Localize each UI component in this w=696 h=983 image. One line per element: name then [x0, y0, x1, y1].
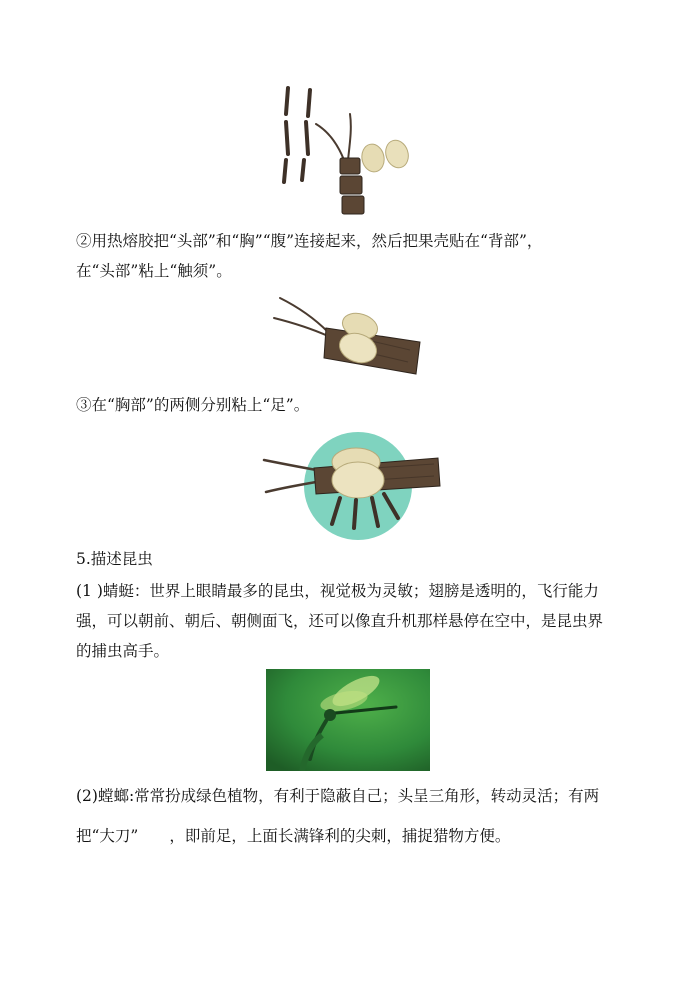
figure-assembled-body	[270, 292, 430, 380]
mantis-line2: 把“大刀” ，即前足，上面长满锋利的尖刺，捕捉猎物方便。	[76, 827, 511, 845]
step3-text: ③在“胸部”的两侧分别粘上“足”。	[76, 396, 310, 414]
figure-materials	[278, 80, 414, 220]
dragonfly-photo	[266, 669, 430, 771]
materials-illustration	[278, 80, 414, 220]
step2-paragraph	[76, 226, 624, 286]
step2-line1: ②用热熔胶把“头部”和“胸”“腹”连接起来，然后把果壳贴在“背部”，	[76, 232, 543, 250]
dragonfly-line1: (1 )蜻蜓：世界上眼睛最多的昆虫，视觉极为灵敏；翅膀是透明的，飞行能力	[76, 582, 599, 600]
mantis-paragraph	[76, 776, 624, 856]
assembled-body-illustration	[270, 292, 430, 380]
dragonfly-line3: 的捕虫高手。	[76, 642, 170, 660]
step2-line2: 在“头部”粘上“触须”。	[76, 262, 232, 280]
dragonfly-line2: 强，可以朝前、朝后、朝侧面飞，还可以像直升机那样悬停在空中，是昆虫界	[76, 612, 604, 630]
mantis-line1: (2)螳螂:常常扮成绿色植物，有利于隐蔽自己；头呈三角形，转动灵活；有两	[76, 787, 600, 805]
section5-heading: 5.描述昆虫	[76, 550, 153, 568]
step3-paragraph	[76, 390, 624, 420]
insect-with-legs-illustration	[254, 428, 444, 542]
figure-dragonfly-photo	[266, 669, 430, 771]
figure-insect-with-legs	[254, 428, 444, 542]
dragonfly-paragraph	[76, 576, 624, 666]
